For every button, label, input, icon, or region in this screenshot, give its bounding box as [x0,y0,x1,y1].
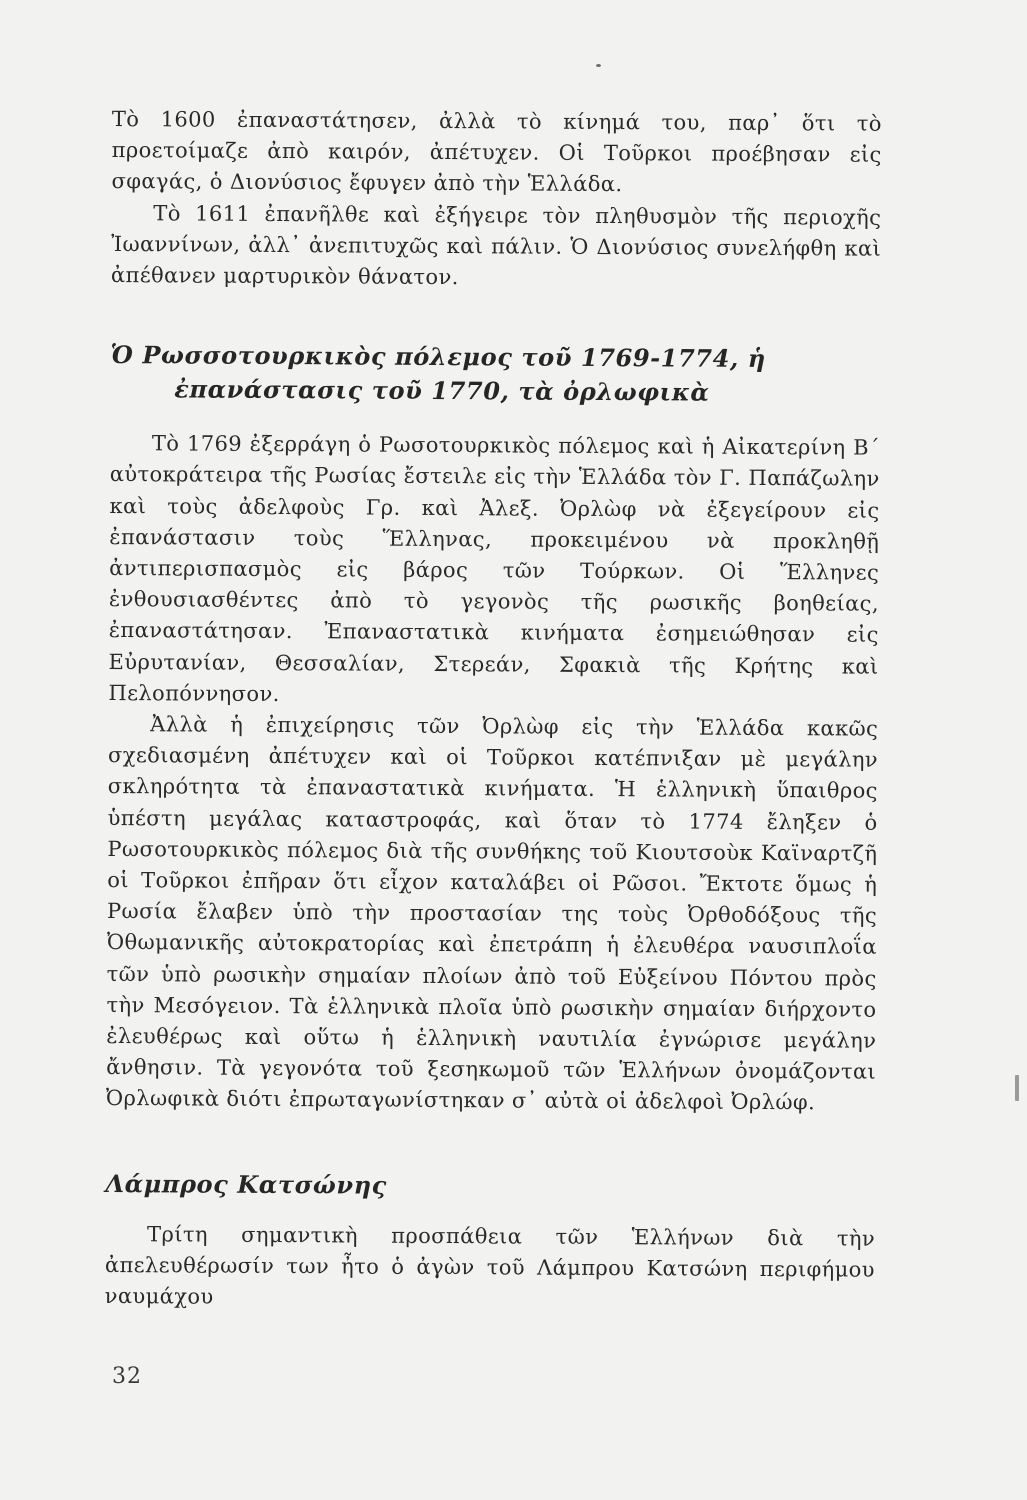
section-heading-russo-turkish-war: Ὁ Ρωσσοτουρκικὸς πόλεμος τοῦ 1769-1774, ἡ ἐπανάστασις τοῦ 1770, τὰ ὀρλωφικὰ [110,340,766,407]
scan-speck [596,64,601,67]
section-heading-katsonis: Λάμπρος Κατσώνης [105,1168,387,1200]
scan-speck [1015,1075,1019,1101]
page-number: 32 [112,1364,142,1389]
intro-paragraph-1611: Τὸ 1611 ἐπανῆλθε καὶ ἐξήγειρε τὸν πληθυσμὸν τῆς περιοχῆς Ἰωαννίνων, ἀλλ᾽ ἀνεπιτυχῶς καὶ πάλιν. Ὁ Διονύσιος συνελήφθη καὶ ἀπέθανεν μαρτυρικὸν θάνατον. [110,200,882,290]
section1-paragraph-1: Τὸ 1769 ἐξερράγη ὁ Ρωσοτουρκικὸς πόλεμος καὶ ἡ Αἰκατερίνη Β΄ αὐτοκράτειρα τῆς Ρωσίας ἔστειλε εἰς τὴν Ἑλλάδα τὸν Γ. Παπάζωλην καὶ τοὺς ἀδελφοὺς Γρ. καὶ Ἀλεξ. Ὀρλὼφ νὰ ἐξεγείρουν εἰς ἐπανάστασιν τοὺς Ἕλληνας, προκειμένου νὰ προκληθῇ ἀντιπερισπασμὸς εἰς βάρος τῶν Τούρκων. Οἱ Ἕλληνες ἐνθουσιασθέντες ἀπὸ τὸ γεγονὸς τῆς ρωσικῆς βοηθείας, ἐπαναστάτησαν. Ἐπαναστατικὰ κινήματα ἐσημειώθησαν εἰς Εὐρυτανίαν, Θεσσαλίαν, Στερεάν, Σφακιὰ τῆς Κρήτης καὶ Πελοπόννησον. [108,431,880,706]
section2-paragraph-1: Τρίτη σημαντικὴ προσπάθεια τῶν Ἑλλήνων διὰ τὴν ἀπελευθέρωσίν των ἦτο ὁ ἀγὼν τοῦ Λάμπρου Κατσώνη περιφήμου ναυμάχου [104,1221,876,1309]
section1-paragraph-2: Ἀλλὰ ἡ ἐπιχείρησις τῶν Ὀρλὼφ εἰς τὴν Ἑλλάδα κακῶς σχεδιασμένη ἀπέτυχεν καὶ οἱ Τοῦρκοι κατέπνιξαν μὲ μεγάλην σκληρότητα τὰ ἐπαναστατικὰ κινήματα. Ἡ ἑλληνικὴ ὕπαιθρος ὑπέστη μεγάλας καταστροφάς, καὶ ὅταν τὸ 1774 ἔληξεν ὁ Ρωσοτουρκικὸς πόλεμος διὰ τῆς συνθήκης τοῦ Κιουτσοὺκ Καϊναρτζῆ οἱ Τοῦρκοι ἐπῆραν ὅτι εἶχον καταλάβει οἱ Ρῶσοι. Ἔκτοτε ὅμως ἡ Ρωσία ἔλαβεν ὑπὸ τὴν προστασίαν της τοὺς Ὀρθοδόξους τῆς Ὀθωμανικῆς αὐτοκρατορίας καὶ ἐπετράπη ἡ ἐλευθέρα ναυσιπλοΐα τῶν ὑπὸ ρωσικὴν σημαίαν πλοίων ἀπὸ τοῦ Εὐξείνου Πόντου πρὸς τὴν Μεσόγειον. Τὰ ἑλληνικὰ πλοῖα ὑπὸ ρωσικὴν σημαίαν διήρχοντο ἐλευθέρως καὶ οὕτω ἡ ἑλληνικὴ ναυτιλία ἐγνώρισε μεγάλην ἄνθησιν. Τὰ γεγονότα τοῦ ξεσηκωμοῦ τῶν Ἑλλήνων ὀνομάζονται Ὀρλωφικὰ διότι ἐπρωταγωνίστηκαν σ᾽ αὐτὰ οἱ ἀδελφοὶ Ὀρλώφ. [105,712,879,1115]
page-body [105,104,882,1317]
intro-paragraph-1600: Τὸ 1600 ἐπαναστάτησεν, ἀλλὰ τὸ κίνημά του, παρ᾽ ὅτι τὸ προετοίμαζε ἀπὸ καιρόν, ἀπέτυχεν. Οἱ Τοῦρκοι προέβησαν εἰς σφαγάς, ὁ Διονύσιος ἔφυγεν ἀπὸ τὴν Ἑλλάδα. [111,106,882,197]
